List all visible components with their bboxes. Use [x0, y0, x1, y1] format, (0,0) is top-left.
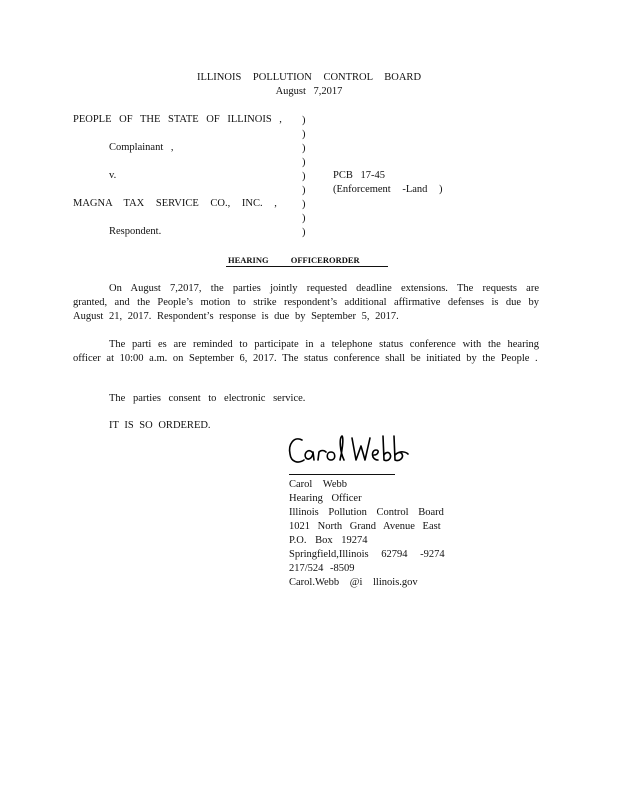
case-number: PCB 17-45: [333, 170, 385, 181]
address-city: Springfield,Illinois 62794 -9274: [289, 549, 445, 560]
paren: ): [302, 171, 306, 182]
paren: ): [302, 227, 306, 238]
complainant-name: PEOPLE OF THE STATE OF ILLINOIS ,: [73, 114, 282, 125]
signature-block: [289, 478, 445, 590]
handwritten-signature: [286, 430, 416, 474]
order-title: HEARING OFFICERORDER: [228, 255, 360, 265]
document-date: August 7,2017: [275, 86, 343, 97]
paren: ): [302, 143, 306, 154]
signer-title: Hearing Officer: [289, 493, 362, 504]
order-paragraph-3: The parties consent to electronic service.: [109, 393, 306, 404]
board-title: ILLINOIS POLLUTION CONTROL BOARD: [196, 72, 422, 83]
order-title-underline: [226, 266, 388, 267]
paragraph-2-text: The parti es are reminded to participate in a telephone status conference with the hearing officer at 10:00 a.m. on September 6, 2017. The status conference shall be initiated by the People .: [73, 339, 539, 364]
address-street: 1021 North Grand Avenue East: [289, 521, 441, 532]
order-closing: IT IS SO ORDERED.: [109, 420, 211, 431]
order-paragraph-2: [73, 338, 539, 366]
signer-organization: Illinois Pollution Control Board: [289, 507, 444, 518]
complainant-role: Complainant ,: [109, 142, 174, 153]
paren: ): [302, 185, 306, 196]
paragraph-1-text: On August 7,2017, the parties jointly requested deadline extensions. The requests are granted, and the People’s motion to strike respondent’s additional affirmative defenses is due by August 21, 2017. Respondent’s response is due by September 5, 2017.: [73, 283, 539, 322]
paren: ): [302, 129, 306, 140]
order-paragraph-1: [73, 282, 539, 324]
paren: ): [302, 115, 306, 126]
address-po-box: P.O. Box 19274: [289, 535, 368, 546]
paren: ): [302, 199, 306, 210]
phone-number: 217/524 -8509: [289, 563, 355, 574]
signature-line: [289, 474, 395, 475]
signer-name: Carol Webb: [289, 479, 347, 490]
versus-label: v.: [109, 170, 117, 181]
case-type: (Enforcement -Land ): [333, 184, 443, 195]
respondent-role: Respondent.: [109, 226, 162, 237]
paren: ): [302, 157, 306, 168]
caption-parentheses: [302, 114, 306, 240]
respondent-name: MAGNA TAX SERVICE CO., INC. ,: [73, 198, 277, 209]
email-link[interactable]: Carol.Webb @i llinois.gov: [289, 577, 418, 588]
paren: ): [302, 213, 306, 224]
